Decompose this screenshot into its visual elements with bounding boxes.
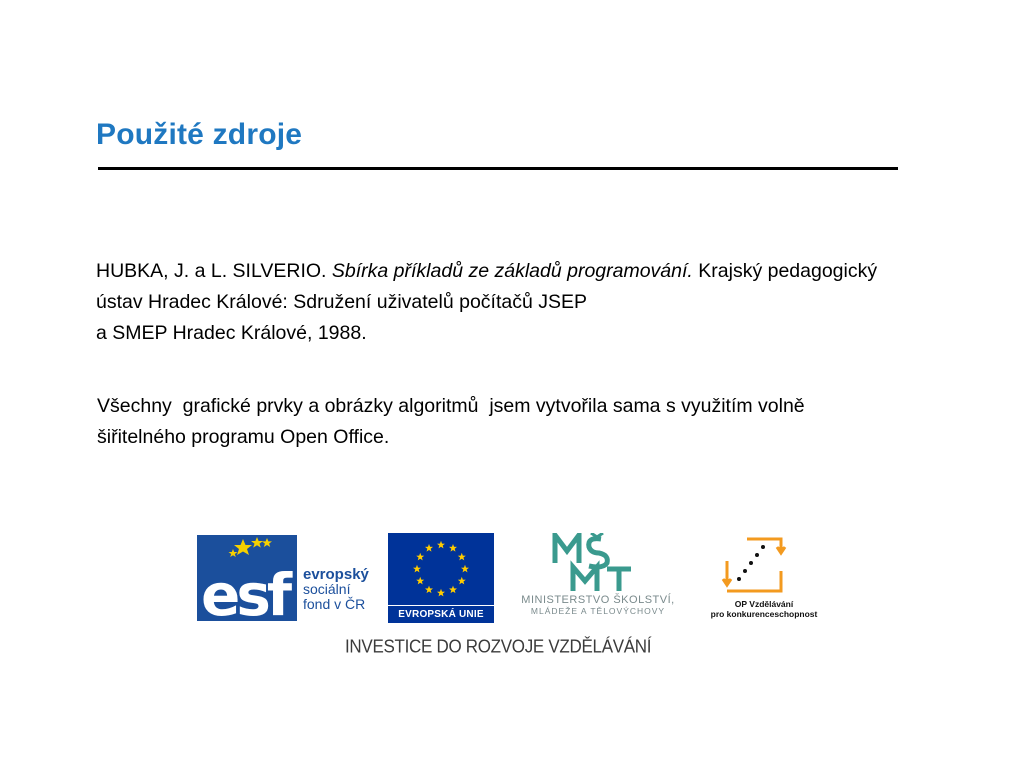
attribution-note: Všechny grafické prvky a obrázky algoritmů jsem vytvořila sama s využitím volně šiřitelného programu Open Office. (97, 395, 811, 448)
funding-logo-strip (195, 533, 825, 663)
esf-mark-icon (197, 535, 297, 621)
msmt-line1: MINISTERSTVO ŠKOLSTVÍ, (521, 594, 675, 606)
op-line2: pro konkurenceschopnost (710, 609, 818, 619)
citation-publisher: Krajský pedagogický ústav Hradec Králové: Sdružení uživatelů počítačů JSEP (96, 260, 878, 313)
msmt-mark-icon (503, 533, 693, 595)
title-divider (98, 167, 898, 170)
slide-title: Použité zdroje (96, 118, 303, 151)
op-line1: OP Vzdělávání (734, 599, 794, 609)
eu-star-icon (437, 541, 445, 549)
eu-stars-icon (388, 533, 494, 605)
eu-star-icon (416, 553, 424, 561)
citation-book-title: Sbírka příkladů ze základů programování. (331, 260, 693, 282)
eu-divider (388, 605, 494, 606)
eu-flag-logo (388, 533, 494, 623)
eu-star-icon (458, 553, 466, 561)
eu-star-icon (425, 586, 433, 594)
eu-star-icon (449, 586, 457, 594)
esf-letters: esf (201, 561, 289, 621)
eu-star-icon (458, 577, 466, 585)
op-vzdelavani-logo (703, 533, 825, 625)
esf-logo (195, 533, 375, 623)
eu-star-icon (461, 565, 469, 573)
eu-star-icon (416, 577, 424, 585)
msmt-line2: MLÁDEŽE A TĚLOVÝCHOVY (530, 606, 666, 616)
citation (96, 256, 886, 349)
op-caption (703, 599, 825, 619)
eu-caption: EVROPSKÁ UNIE (398, 609, 484, 620)
esf-line1: evropský (303, 566, 369, 583)
msmt-logo (503, 533, 693, 625)
esf-line2: sociální (303, 581, 351, 597)
esf-caption (303, 567, 369, 612)
citation-authors: HUBKA, J. a L. SILVERIO. (96, 260, 332, 282)
esf-line3: fond v ČR (303, 596, 366, 612)
eu-star-icon (449, 544, 457, 552)
eu-star-icon (413, 565, 421, 573)
investice-tagline: INVESTICE DO ROZVOJE VZDĚLÁVÁNÍ (345, 636, 652, 657)
op-frame-icon (703, 533, 825, 597)
msmt-caption (503, 595, 693, 617)
eu-star-icon (437, 589, 445, 597)
eu-star-icon (425, 544, 433, 552)
citation-publisher-end: a SMEP Hradec Králové, 1988. (96, 322, 367, 344)
